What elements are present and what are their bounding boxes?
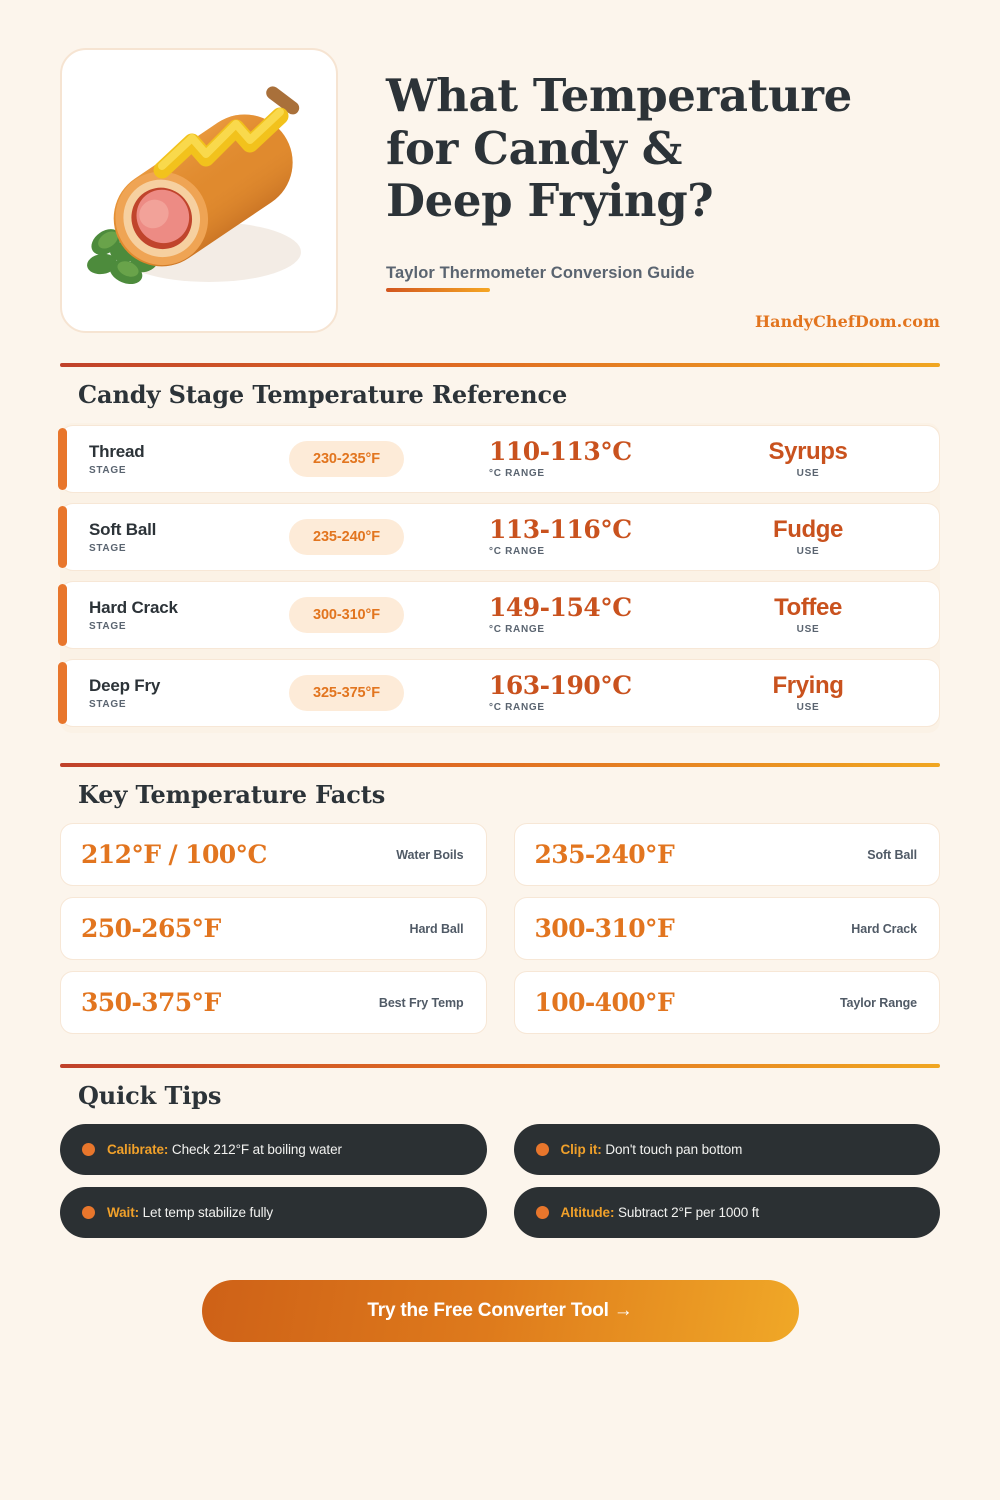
cta-container [60,1280,940,1342]
use-label: USE [796,467,820,479]
cell-f-range [289,675,489,711]
cell-c-range [489,436,699,480]
fact-value: 250-265°F [81,914,221,943]
c-range-value: 163-190°C [489,670,632,700]
tip-item[interactable] [514,1124,941,1175]
stage-name: Thread [89,442,145,461]
fact-card[interactable] [60,971,487,1034]
stage-name: Hard Crack [89,598,178,617]
cell-stage [89,676,289,710]
fact-label: Best Fry Temp [378,995,464,1010]
header-text [386,48,940,331]
key-facts-section [60,763,940,1034]
c-range-label: °C RANGE [489,702,545,714]
section-divider-candy [60,363,940,367]
tip-body: Subtract 2°F per 1000 ft [614,1205,760,1220]
cell-stage [89,598,289,632]
tip-text [561,1142,743,1157]
tip-text [107,1142,342,1157]
fact-label: Water Boils [396,847,464,862]
cell-c-range [489,592,699,636]
fact-label: Soft Ball [867,847,917,862]
fact-card[interactable] [514,823,941,886]
tip-text [107,1205,273,1220]
fact-value: 350-375°F [81,988,221,1017]
corn-dog-illustration [74,66,324,316]
bullet-dot-icon [536,1143,549,1156]
use-value: Toffee [774,594,842,622]
cell-c-range [489,514,699,558]
fact-value: 300-310°F [534,914,675,943]
c-range-value: 113-116°C [489,514,632,544]
stage-label: STAGE [89,621,127,632]
bullet-dot-icon [536,1206,549,1219]
f-range-badge: 235-240°F [289,519,404,555]
fact-label: Taylor Range [839,995,917,1010]
fact-card[interactable] [60,823,487,886]
use-label: USE [796,701,820,713]
cell-c-range [489,670,699,714]
fact-value: 100-400°F [534,988,675,1017]
table-row[interactable] [60,659,940,727]
facts-section-heading: Key Temperature Facts [78,780,386,809]
cell-use [699,517,939,556]
cell-stage [89,520,289,554]
candy-stage-section [60,363,940,733]
stage-label: STAGE [89,699,127,710]
c-range-value: 110-113°C [489,436,632,466]
c-range-label: °C RANGE [489,468,545,480]
cell-f-range [289,441,489,477]
row-accent-bar [58,506,67,568]
tips-grid [60,1124,940,1238]
header [60,0,940,333]
cell-use [699,673,939,712]
tip-body: Let temp stabilize fully [139,1205,274,1220]
use-label: USE [796,545,820,557]
cell-f-range [289,597,489,633]
tip-body: Don't touch pan bottom [601,1142,743,1157]
candy-rows-container [60,423,940,733]
table-row[interactable] [60,503,940,571]
fact-card[interactable] [514,897,941,960]
quick-tips-section [60,1064,940,1238]
subtitle-block [386,264,695,292]
cell-use [699,595,939,634]
title-line-3: Deep Frying? [386,174,714,228]
f-range-badge: 300-310°F [289,597,404,633]
c-range-value: 149-154°C [489,592,632,622]
f-range-badge: 230-235°F [289,441,404,477]
section-divider-facts [60,763,940,767]
row-accent-bar [58,584,67,646]
section-divider-tips [60,1064,940,1068]
candy-section-heading: Candy Stage Temperature Reference [78,380,568,409]
tip-body: Check 212°F at boiling water [168,1142,342,1157]
f-range-badge: 325-375°F [289,675,404,711]
tip-text [561,1205,760,1220]
tips-section-heading: Quick Tips [78,1081,222,1110]
cell-use [699,439,939,478]
page-title [386,70,940,228]
try-converter-button[interactable]: Try the Free Converter Tool → [202,1280,799,1342]
tip-item[interactable] [60,1124,487,1175]
title-line-1: What Temperature [386,69,852,122]
tip-label: Wait: [107,1205,139,1220]
bullet-dot-icon [82,1143,95,1156]
tip-label: Clip it: [560,1142,602,1157]
fact-label: Hard Crack [851,921,917,936]
fact-card[interactable] [514,971,941,1034]
use-label: USE [796,623,820,635]
tip-label: Altitude: [560,1205,615,1220]
use-value: Fudge [773,516,843,544]
table-row[interactable] [60,581,940,649]
fact-value: 235-240°F [534,840,675,869]
row-accent-bar [58,428,67,490]
subtitle-underline [386,288,490,292]
cell-stage [89,442,289,476]
row-accent-bar [58,662,67,724]
tip-item[interactable] [514,1187,941,1238]
fact-value: 212°F / 100°C [81,840,267,869]
bullet-dot-icon [82,1206,95,1219]
illustration-card [60,48,338,333]
c-range-label: °C RANGE [489,624,545,636]
stage-name: Soft Ball [89,520,157,539]
subtitle: Taylor Thermometer Conversion Guide [386,263,695,282]
use-value: Frying [772,672,844,700]
tip-item[interactable] [60,1187,487,1238]
use-value: Syrups [768,438,848,466]
tip-label: Calibrate: [107,1142,169,1157]
fact-label: Hard Ball [409,921,464,936]
c-range-label: °C RANGE [489,546,545,558]
stage-label: STAGE [89,543,127,554]
table-row[interactable] [60,425,940,493]
facts-grid [60,823,940,1034]
title-line-2: for Candy & [386,121,682,175]
stage-label: STAGE [89,465,127,476]
cell-f-range [289,519,489,555]
stage-name: Deep Fry [89,676,161,695]
site-url[interactable]: HandyChefDom.com [754,311,940,331]
fact-card[interactable] [60,897,487,960]
